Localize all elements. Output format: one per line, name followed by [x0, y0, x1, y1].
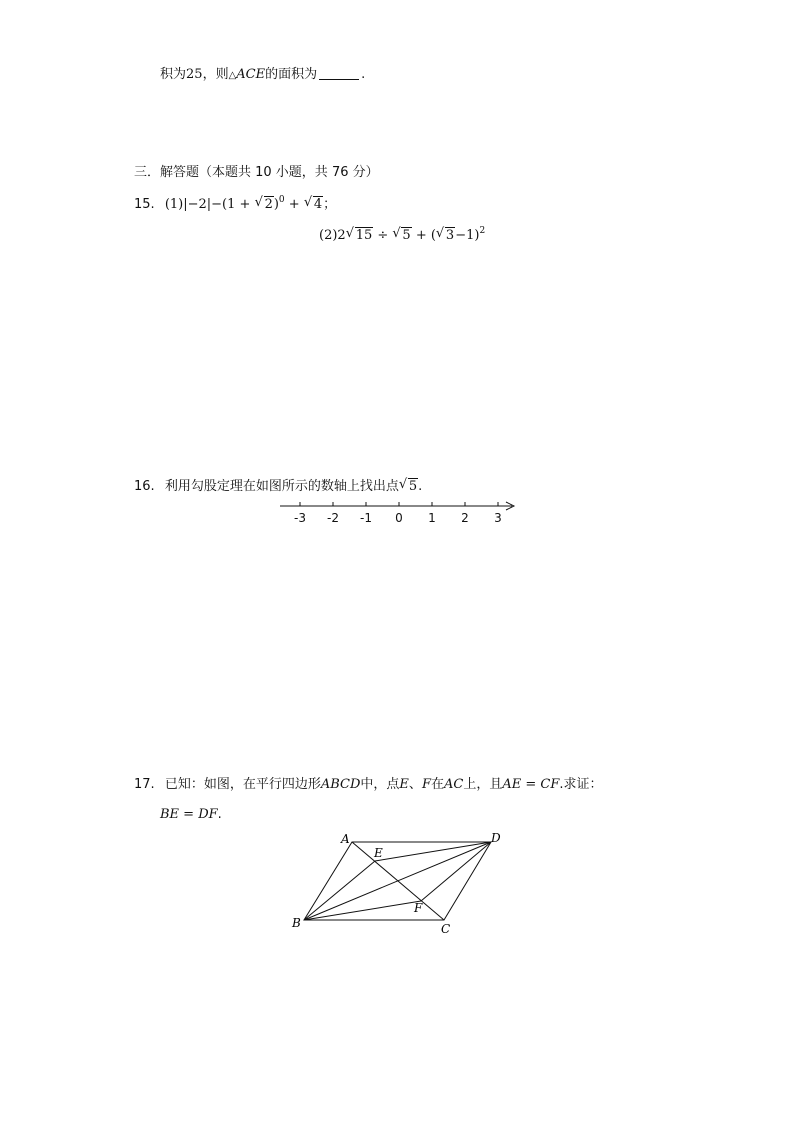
q14-text: 的面积为 [265, 67, 318, 82]
q17-text: 、 [408, 777, 422, 792]
axis-tick-label: 0 [395, 511, 403, 525]
q17-point-e: E [399, 777, 409, 792]
q17-text: 中，点 [360, 777, 400, 792]
q14-text: 积为 [160, 67, 187, 82]
diagonal-bd [304, 842, 491, 920]
q14-triangle-name: ACE [236, 67, 266, 82]
label-e: E [374, 846, 383, 860]
q17-text: .求证： [559, 777, 603, 792]
question-15-part2 [319, 227, 485, 245]
q15-expression-2: (2)2√ 15 ÷ √ 5 + (√ 3−1)$^2$ [319, 228, 485, 243]
question-17 [134, 776, 603, 794]
answer-blank [319, 79, 359, 80]
q17-point-f: F [421, 777, 431, 792]
q14-continuation [160, 66, 365, 85]
segment-ed [375, 842, 491, 861]
question-17-conclusion [160, 806, 222, 824]
q17-conclusion: BE = DF [160, 807, 218, 822]
segment-fd [421, 842, 491, 901]
question-number: 16. [134, 479, 155, 494]
q16-text: 利用勾股定理在如图所示的数轴上找出点 [164, 479, 399, 494]
axis-tick-label: -2 [327, 511, 339, 525]
question-15-part1 [134, 196, 336, 214]
q16-period: . [418, 479, 423, 494]
axis-tick-label: 3 [494, 511, 502, 525]
q17-period: . [217, 807, 222, 822]
label-b: B [292, 916, 301, 930]
q17-condition: AE = CF [502, 777, 560, 792]
label-d: D [491, 831, 501, 845]
label-f: F [414, 901, 423, 915]
number-line [270, 495, 530, 527]
q17-parallelogram-name: ABCD [320, 777, 361, 792]
q15-expression-1: (1)|−2|−(1 + √ 2)$^0$ + √ 4； [165, 197, 336, 212]
axis-tick-label: -3 [294, 511, 306, 525]
q17-text: 在 [430, 777, 444, 792]
axis-tick-label: 1 [428, 511, 436, 525]
q14-period: . [361, 67, 366, 82]
question-16 [134, 478, 422, 496]
q14-area-value: 25 [186, 67, 203, 82]
axis-tick-label: -1 [360, 511, 372, 525]
segment-be [304, 861, 375, 920]
q17-text: 已知：如图，在平行四边形 [164, 777, 321, 792]
q17-segment-ac: AC [443, 777, 464, 792]
q14-text: ，则 [202, 67, 229, 82]
segment-bf [304, 901, 421, 920]
q17-text: 上，且 [463, 777, 503, 792]
axis-tick-label: 2 [461, 511, 469, 525]
question-number: 17. [134, 777, 155, 792]
question-number: 15. [134, 197, 155, 212]
label-c: C [441, 922, 451, 936]
q16-sqrt5: 5 [408, 479, 418, 494]
label-a: A [341, 832, 350, 846]
triangle-symbol: △ [228, 70, 237, 81]
section-title: 三．解答题（本题共 10 小题，共 76 分） [134, 165, 379, 180]
parallelogram-figure [286, 826, 516, 938]
